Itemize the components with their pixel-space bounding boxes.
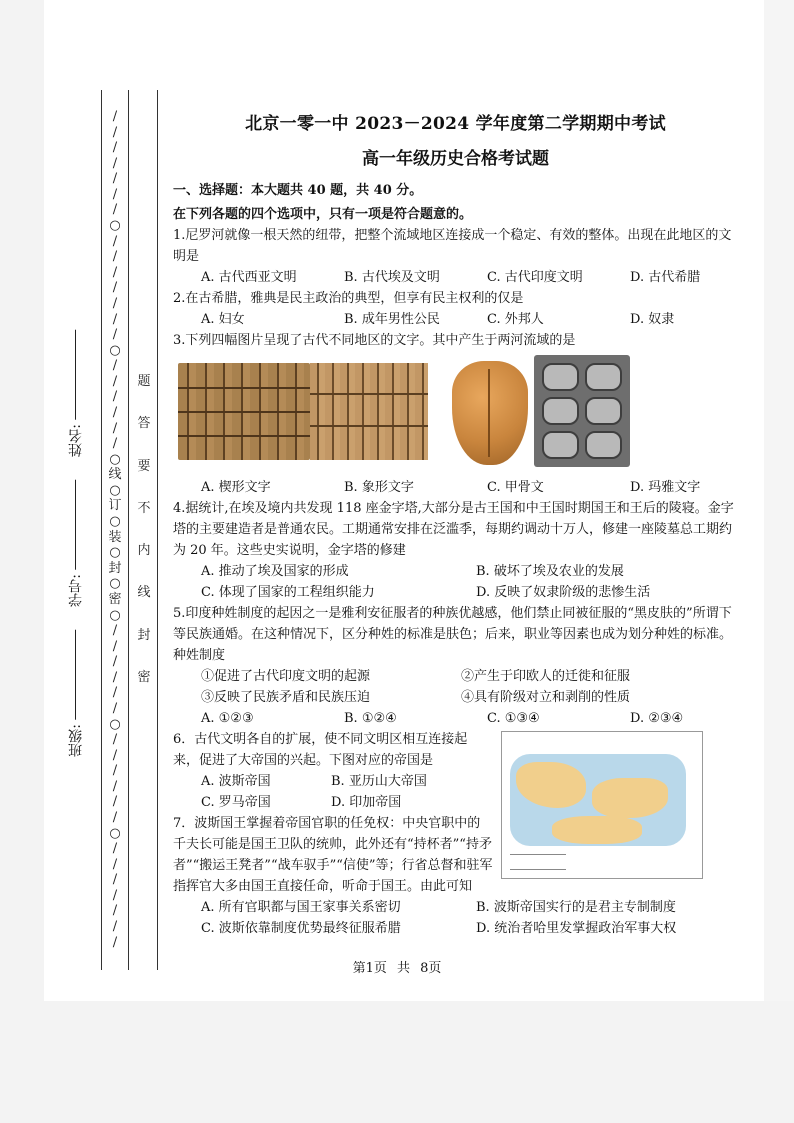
q6-option-d[interactable]: D. 印加帝国 [331,795,402,810]
question-4-stem: 4.据统计,在埃及境内共发现 118 座金字塔,大部分是古王国和中王国时期国王和王后的陵寝。金字塔的主要建造者是普通农民。工期通常安排在泛滥季，每期约调动十万人，修建一座陵墓总工期约为 20 年。这些史实说明，金字塔的修建 [173,501,734,558]
oracle-bone-image [452,361,528,465]
q7-option-d[interactable]: D. 统治者哈里发掌握政治军事大权 [476,921,677,936]
question-5-items [173,666,738,708]
seal-mark-44: / [112,794,118,810]
q4-option-a[interactable]: A. 推动了埃及国家的形成 [201,564,349,579]
seal-mark-4: / [112,171,118,187]
name-field[interactable] [66,330,86,457]
hieroglyph-tablet-image [310,363,428,460]
q6-option-a[interactable]: A. 波斯帝国 [201,774,271,789]
seal-mark-16: / [112,358,118,374]
q1-option-b[interactable]: B. 古代埃及文明 [344,270,440,285]
q2-option-d[interactable]: D. 奴隶 [630,312,675,327]
question-3-options [173,477,738,498]
seal-mark-27: 装 [108,529,122,545]
q4-option-c[interactable]: C. 体现了国家的工程组织能力 [201,585,375,600]
seal-mark-41: / [112,747,118,763]
seal-mark-3: / [112,155,118,171]
question-7-options [173,897,738,939]
question-1-options [173,267,738,288]
seal-mark-7: ○ [109,218,121,234]
seal-mark-32: ○ [109,607,121,623]
roman-empire-map [501,731,703,879]
question-4-options [173,561,738,603]
q7-option-c[interactable]: C. 波斯依靠制度优势最终征服希腊 [201,921,401,936]
notice-char-5: 线 [137,585,151,601]
seal-mark-1: / [112,124,118,140]
q2-option-a[interactable]: A. 妇女 [201,312,245,327]
seal-mark-11: / [112,280,118,296]
seal-mark-45: / [112,810,118,826]
seal-mark-22: ○ [109,451,121,467]
seal-mark-24: ○ [109,482,121,498]
notice-char-4: 内 [137,543,151,559]
seal-mark-38: / [112,700,118,716]
q4-option-b[interactable]: B. 破坏了埃及农业的发展 [476,564,624,579]
class-blank[interactable] [76,630,77,720]
notice-char-0: 题 [137,374,151,389]
q5-option-b[interactable]: B. ①②④ [344,711,397,726]
seal-mark-34: / [112,638,118,654]
seal-mark-13: / [112,311,118,327]
seal-mark-20: / [112,420,118,436]
question-3-images [173,355,738,477]
maya-glyph-image [534,355,630,467]
seal-mark-28: ○ [109,545,121,561]
student-id-field[interactable] [66,480,86,607]
seal-line-column [104,110,126,950]
q7-option-a[interactable]: A. 所有官职都与国王家事关系密切 [201,900,401,915]
question-3-stem: 3.下列四幅图片呈现了古代不同地区的文字。其中产生于两河流域的是 [173,333,576,348]
seal-mark-29: 封 [108,560,122,576]
q5-item-3: ③反映了民族矛盾和民族压迫 [201,690,371,705]
binding-line-inner [157,90,158,970]
seal-mark-25: 订 [108,498,122,514]
section-heading: 一、选择题：本大题共 40 题，共 40 分。 [173,183,423,198]
q3-option-c[interactable]: C. 甲骨文 [487,480,544,495]
class-field[interactable] [66,630,86,757]
q5-option-a[interactable]: A. ①②③ [201,711,254,726]
seal-mark-50: / [112,887,118,903]
binding-line-middle [128,90,129,970]
seal-mark-0: / [112,109,118,124]
question-1-stem: 1.尼罗河就像一根天然的纽带，把整个流域地区连接成一个稳定、有效的整体。出现在此地区的文明是 [173,228,732,264]
student-id-blank[interactable] [76,480,77,570]
seal-mark-5: / [112,186,118,202]
question-5-options [173,708,738,729]
seal-mark-8: / [112,233,118,249]
seal-mark-35: / [112,654,118,670]
seal-mark-14: / [112,327,118,343]
q6-option-c[interactable]: C. 罗马帝国 [201,795,271,810]
seal-mark-46: ○ [109,825,121,841]
seal-mark-23: 线 [108,467,122,483]
cuneiform-tablet-image [178,363,310,460]
seal-mark-51: / [112,903,118,919]
question-6-stem: 6．古代文明各自的扩展，使不同文明区相互连接起来，促进了大帝国的兴起。下图对应的帝国是 [173,732,468,768]
notice-char-3: 不 [137,500,151,516]
seal-mark-42: / [112,763,118,779]
q2-option-b[interactable]: B. 成年男性公民 [344,312,440,327]
seal-mark-36: / [112,669,118,685]
question-2-options [173,309,738,330]
q5-option-c[interactable]: C. ①③④ [487,711,540,726]
seal-mark-30: ○ [109,576,121,592]
seal-mark-10: / [112,264,118,280]
binding-line-outer [101,90,102,970]
seal-mark-6: / [112,202,118,218]
exam-subtitle: 高一年级历史合格考试题 [362,149,549,169]
map-legend [510,854,566,870]
q5-option-d[interactable]: D. ②③④ [630,711,684,726]
seal-mark-39: ○ [109,716,121,732]
seal-mark-52: / [112,919,118,935]
question-2-stem: 2.在古希腊，雅典是民主政治的典型，但享有民主权利的仅是 [173,291,524,306]
seal-mark-49: / [112,872,118,888]
q5-item-4: ④具有阶级对立和剥削的性质 [461,690,631,705]
seal-mark-9: / [112,249,118,265]
q1-option-d[interactable]: D. 古代希腊 [630,270,701,285]
do-not-answer-column [133,375,155,685]
notice-char-1: 答 [137,416,151,432]
seal-mark-40: / [112,732,118,748]
class-label: 班级: [68,724,84,757]
student-id-label: 学号: [68,574,84,607]
seal-mark-47: / [112,841,118,857]
q1-option-c[interactable]: C. 古代印度文明 [487,270,583,285]
seal-mark-2: / [112,140,118,156]
page-footer: 第1页 共 8页 [352,961,442,976]
seal-mark-19: / [112,404,118,420]
name-blank[interactable] [76,330,77,420]
q3-option-d[interactable]: D. 玛雅文字 [630,480,701,495]
notice-char-2: 要 [137,458,151,474]
seal-mark-33: / [112,623,118,639]
seal-mark-43: / [112,778,118,794]
q6-option-b[interactable]: B. 亚历山大帝国 [331,774,427,789]
q4-option-d[interactable]: D. 反映了奴隶阶级的悲惨生活 [476,585,651,600]
q2-option-c[interactable]: C. 外邦人 [487,312,544,327]
q3-option-a[interactable]: A. 楔形文字 [201,480,271,495]
seal-mark-17: / [112,373,118,389]
seal-mark-26: ○ [109,514,121,530]
q3-option-b[interactable]: B. 象形文字 [344,480,414,495]
seal-mark-15: ○ [109,342,121,358]
exam-title: 北京一零一中 2023－2024 学年度第二学期期中考试 [245,114,666,134]
q1-option-a[interactable]: A. 古代西亚文明 [201,270,297,285]
seal-mark-21: / [112,436,118,452]
q5-item-1: ①促进了古代印度文明的起源 [201,669,371,684]
seal-mark-48: / [112,856,118,872]
seal-mark-37: / [112,685,118,701]
seal-mark-18: / [112,389,118,405]
question-7-stem: 7．波斯国王掌握着帝国官职的任免权：中央官职中的千夫长可能是国王卫队的统帅，此外还有“持杯者”“持矛者”“搬运王凳者”“战车驭手”“信使”等；行省总督和驻军指挥官大多由国王直接任命，听命于国王。由此可知 [173,816,493,894]
q5-item-2: ②产生于印欧人的迁徙和征服 [461,669,631,684]
seal-mark-12: / [112,295,118,311]
q7-option-b[interactable]: B. 波斯帝国实行的是君主专制制度 [476,900,676,915]
question-6-7-block [173,729,738,897]
question-5-stem: 5.印度种姓制度的起因之一是雅利安征服者的种族优越感，他们禁止同被征服的“黑皮肤的”所谓下等民族通婚。在这种情况下，区分种姓的标准是肤色；后来，职业等因素也成为划分种姓的标准。种姓制度 [173,606,733,663]
notice-char-6: 封 [137,627,151,643]
name-label: 姓名: [68,424,84,457]
section-instruction: 在下列各题的四个选项中，只有一项是符合题意的。 [173,207,473,222]
seal-mark-53: / [112,934,118,950]
notice-char-7: 密 [137,669,151,685]
seal-mark-31: 密 [108,591,122,607]
exam-content [173,112,738,939]
